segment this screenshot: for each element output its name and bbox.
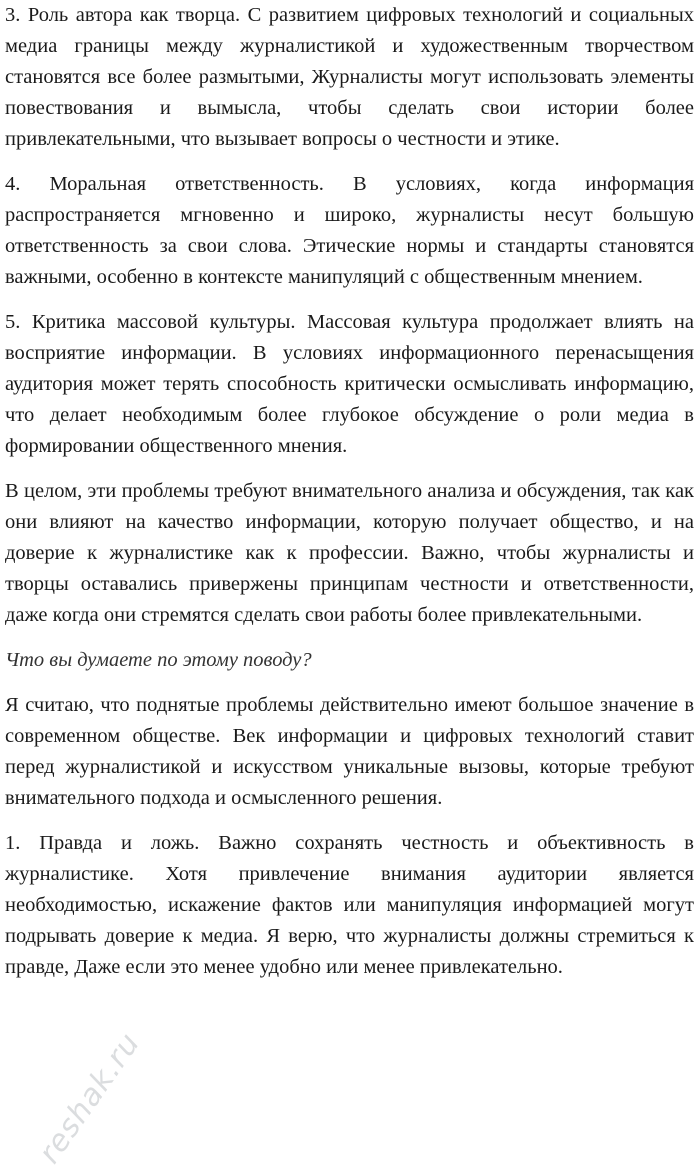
paragraph-summary: В целом, эти проблемы требуют внимательного анализа и обсуждения, так как они влияют на качество информации, которую получает общество, и на доверие к журналистике как к профессии. Важно, чтобы журналисты и творцы оставались привержены принципам честности и ответственности, даже когда они стремятся сделать свои работы более привлекательными.: [5, 480, 694, 626]
watermark: [2, 1000, 152, 1170]
document-page: [5, 0, 694, 983]
paragraph-opinion: Я считаю, что поднятые проблемы действительно имеют большое значение в современном обществе. Век информации и цифровых технологий ставит перед журналистикой и искусством уникальные вызовы, которые требуют внимательного подхода и осмысленного решения.: [5, 694, 694, 809]
paragraph-mass-culture: 5. Критика массовой культуры. Массовая культура продолжает влиять на восприятие информации. В условиях информационного перенасыщения аудитория может терять способность критически осмысливать информацию, что делает необходимым более глубокое обсуждение о роли медиа в формировании общественного мнения.: [5, 311, 694, 457]
paragraph-author-role: 3. Роль автора как творца. С развитием цифровых технологий и социальных медиа границы между журналистикой и художественным творчеством становятся все более размытыми, Журналисты могут использовать элементы повествования и вымысла, чтобы сделать свои истории более привлекательными, что вызывает вопросы о честности и этике.: [5, 4, 694, 150]
paragraph-truth-and-lies: 1. Правда и ложь. Важно сохранять честность и объективность в журналистике. Хотя привлечение внимания аудитории является необходимостью, искажение фактов или манипуляция информацией могут подрывать доверие к медиа. Я верю, что журналисты должны стремиться к правде, Даже если это менее удобно или менее привлекательно.: [5, 832, 694, 978]
paragraph-moral-responsibility: 4. Моральная ответственность. В условиях, когда информация распространяется мгновенно и широко, журналисты несут большую ответственность за свои слова. Этические нормы и стандарты становятся важными, особенно в контексте манипуляций с общественным мнением.: [5, 173, 694, 288]
question-heading: Что вы думаете по этому поводу?: [5, 649, 312, 671]
watermark-text: reshak.ru: [32, 1026, 148, 1170]
